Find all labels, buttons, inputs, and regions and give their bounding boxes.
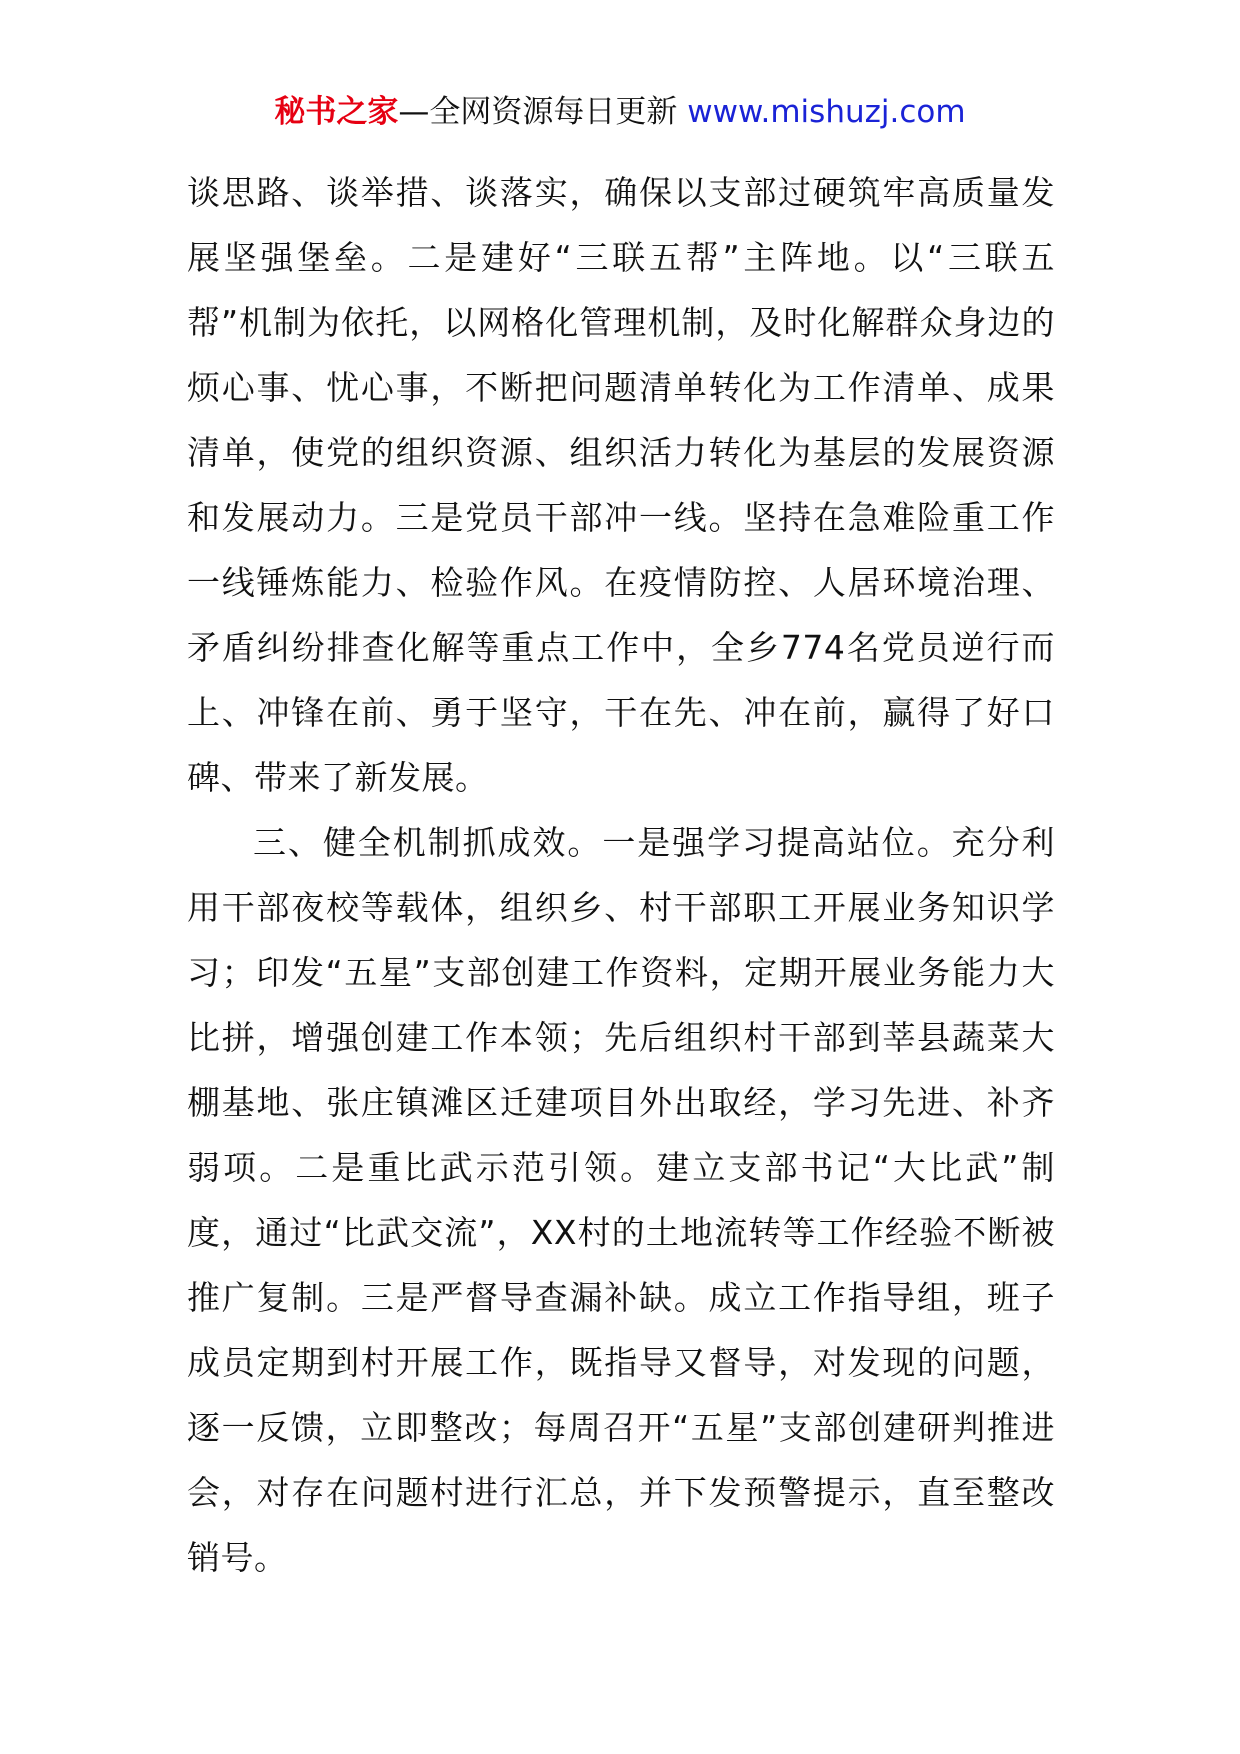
paragraph-continuation: 谈思路、谈举措、谈落实，确保以支部过硬筑牢高质量发展坚强堡垒。二是建好“三联五帮”主阵地。以“三联五帮”机制为依托，以网格化管理机制，及时化解群众身边的烦心事、忧心事，不断把问题清单转化为工作清单、成果清单，使党的组织资源、组织活力转化为基层的发展资源和发展动力。三是党员干部冲一线。坚持在急难险重工作一线锤炼能力、检验作风。在疫情防控、人居环境治理、矛盾纠纷排查化解等重点工作中，全乡774名党员逆行而上、冲锋在前、勇于坚守，干在先、冲在前，赢得了好口碑、带来了新发展。 (187, 173, 1055, 797)
document-body (187, 160, 1055, 1590)
paragraph-section-three: 三、健全机制抓成效。一是强学习提高站位。充分利用干部夜校等载体，组织乡、村干部职工开展业务知识学习；印发“五星”支部创建工作资料，定期开展业务能力大比拼，增强创建工作本领；先后组织村干部到莘县蔬菜大棚基地、张庄镇滩区迁建项目外出取经，学习先进、补齐弱项。二是重比武示范引领。建立支部书记“大比武”制度，通过“比武交流”，XX村的土地流转等工作经验不断被推广复制。三是严督导查漏补缺。成立工作指导组，班子成员定期到村开展工作，既指导又督导，对发现的问题，逐一反馈，立即整改；每周召开“五星”支部创建研判推进会，对存在问题村进行汇总，并下发预警提示，直至整改销号。 (187, 823, 1055, 1577)
brand-name: 秘书之家 (274, 94, 399, 130)
header-slogan: —全网资源每日更新 (398, 94, 688, 130)
site-url[interactable]: www.mishuzj.com (687, 94, 966, 130)
page-header (0, 92, 1240, 132)
